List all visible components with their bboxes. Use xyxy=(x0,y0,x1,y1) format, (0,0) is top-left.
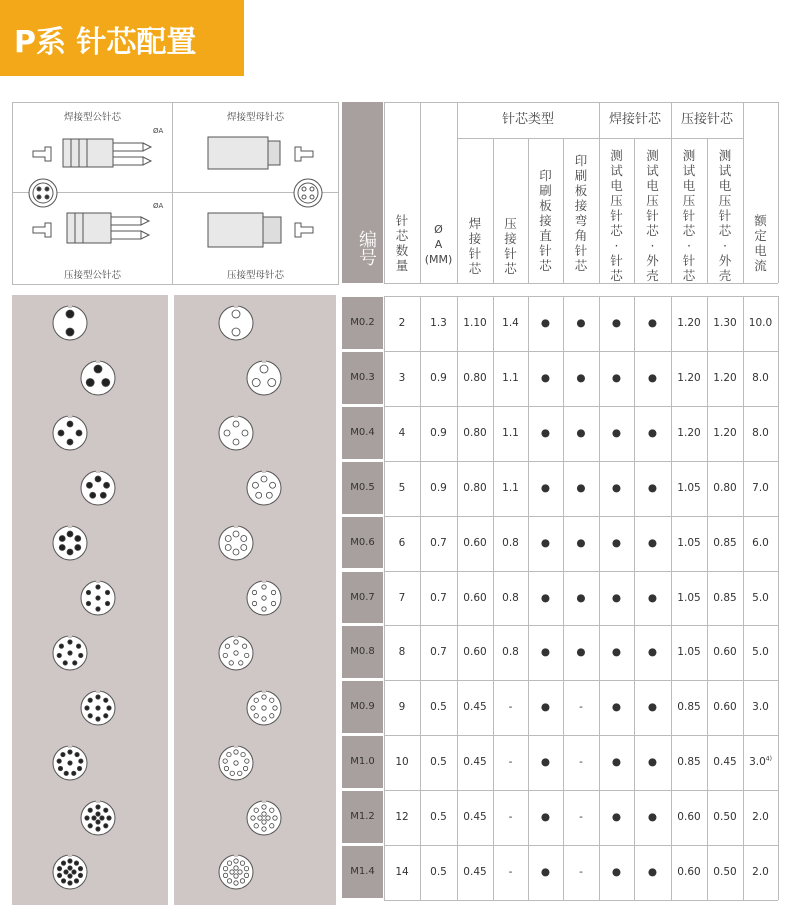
label-crimp-female: 压接型母针芯 xyxy=(226,270,284,281)
table-cell: ● xyxy=(611,756,622,769)
table-cell: 3.0 xyxy=(752,701,769,714)
table-cell: ● xyxy=(647,701,658,714)
header-crimp: 压 接 针 芯 xyxy=(504,216,517,276)
male-pin-icon xyxy=(50,633,90,673)
header-v4: 测 试 电 压 针 芯 · 外 壳 xyxy=(718,148,732,283)
table-cell: ● xyxy=(540,646,551,659)
row-code: M0.5 xyxy=(342,462,383,514)
table-cell: ● xyxy=(611,646,622,659)
table-cell: 6 xyxy=(398,536,406,549)
row-code: M0.9 xyxy=(342,681,383,733)
table-cell: 0.45 xyxy=(463,866,487,878)
table-cell: 4 xyxy=(398,426,406,439)
row-code: M1.4 xyxy=(342,846,383,898)
table-cell: 0.85 xyxy=(713,536,737,549)
table-cell: 0.85 xyxy=(677,701,701,714)
group-header: 针芯类型 xyxy=(501,112,554,127)
female-pin-icon xyxy=(216,413,256,453)
table-cell: 3 xyxy=(398,371,406,384)
table-cell: ● xyxy=(611,371,622,384)
table-cell: 8.0 xyxy=(752,426,769,439)
table-cell: ● xyxy=(576,536,586,549)
table-cell: 0.50 xyxy=(713,811,737,824)
table-cell: 0.5 xyxy=(430,811,447,824)
female-pin-icon xyxy=(216,633,256,673)
table-cell: ● xyxy=(611,811,622,824)
table-cell: 1.1 xyxy=(502,481,519,494)
table-cell: ● xyxy=(611,481,622,494)
table-cell: 0.45 xyxy=(463,701,487,714)
table-cell: 2 xyxy=(398,317,406,329)
table-cell: 0.8 xyxy=(502,536,519,549)
female-pin-icon xyxy=(244,578,284,618)
table-cell: 0.8 xyxy=(502,591,519,604)
table-cell: 0.80 xyxy=(713,481,737,494)
table-cell: 0.80 xyxy=(463,371,487,384)
table-cell: 0.60 xyxy=(463,536,487,549)
male-pin-icon xyxy=(50,523,90,563)
group-header: 压接针芯 xyxy=(680,112,733,127)
table-cell: 1.1 xyxy=(502,371,519,384)
label-solder-female: 焊接型母针芯 xyxy=(226,112,284,123)
table-cell: 3.0$^{4)}$ xyxy=(749,755,772,769)
table-cell: ● xyxy=(647,536,658,549)
table-cell: ● xyxy=(611,866,622,878)
female-pin-icon xyxy=(244,358,284,398)
title-banner xyxy=(0,0,244,76)
table-cell: 0.60 xyxy=(463,591,487,604)
table-cell: - xyxy=(579,756,583,769)
table-cell: ● xyxy=(611,591,622,604)
table-cell: 0.5 xyxy=(430,866,447,878)
group-header: 焊接针芯 xyxy=(608,112,661,127)
table-cell: 0.85 xyxy=(713,591,737,604)
code-header: 编号 xyxy=(342,102,383,283)
male-pin-icon xyxy=(78,358,118,398)
table-cell: 1.4 xyxy=(502,317,519,329)
table-cell: 1.10 xyxy=(463,317,487,329)
table-cell: 0.9 xyxy=(430,371,447,384)
table-cell: 0.45 xyxy=(463,756,487,769)
female-pin-icon xyxy=(244,798,284,838)
table-cell: ● xyxy=(540,536,551,549)
label-solder-male: 焊接型公针芯 xyxy=(63,112,121,123)
table-cell: ● xyxy=(647,756,658,769)
male-pin-icon xyxy=(50,413,90,453)
female-pin-icon xyxy=(216,303,256,343)
table-cell: ● xyxy=(576,371,586,384)
table-cell: - xyxy=(579,701,583,714)
table-cell: 1.05 xyxy=(677,591,701,604)
male-pin-icon xyxy=(50,852,90,892)
row-code: M0.6 xyxy=(342,517,383,569)
table-cell: ● xyxy=(611,426,622,439)
table-cell: 5.0 xyxy=(752,591,769,604)
table-cell: 10.0 xyxy=(748,317,773,329)
table-cell: 5.0 xyxy=(752,646,769,659)
table-cell: 1.05 xyxy=(677,481,701,494)
table-cell: ● xyxy=(647,371,658,384)
table-cell: 8 xyxy=(398,646,406,659)
table-cell: ● xyxy=(576,317,586,329)
table-cell: 1.20 xyxy=(677,317,701,329)
header-pcb-straight: 印 刷 板 接 直 针 芯 xyxy=(539,168,552,273)
table-cell: 9 xyxy=(398,701,406,714)
table-cell: ● xyxy=(647,811,658,824)
header-pcb-angle: 印 刷 板 接 弯 角 针 芯 xyxy=(574,153,588,273)
table-cell: 0.50 xyxy=(713,866,737,878)
table-cell: 1.1 xyxy=(502,426,519,439)
table-cell: 12 xyxy=(395,811,409,824)
table-cell: - xyxy=(508,756,513,769)
male-pin-icon xyxy=(50,743,90,783)
male-pin-icon xyxy=(78,578,118,618)
table-cell: 1.20 xyxy=(677,371,701,384)
table-cell: 2.0 xyxy=(752,811,769,824)
connector-diagram xyxy=(12,102,339,285)
table-cell: 1.05 xyxy=(677,646,701,659)
table-cell: 5 xyxy=(398,481,406,494)
table-cell: - xyxy=(508,811,513,824)
header-solder: 焊 接 针 芯 xyxy=(468,216,482,276)
table-cell: ● xyxy=(576,481,586,494)
table-cell: 10 xyxy=(395,756,409,769)
table-cell: ● xyxy=(611,536,622,549)
table-cell: ● xyxy=(611,317,622,329)
table-cell: 0.7 xyxy=(430,646,447,659)
page-title: P系 针芯配置 xyxy=(14,25,197,60)
table-cell: - xyxy=(579,866,583,878)
dim-label-bottom: ØA xyxy=(153,202,164,210)
table-cell: ● xyxy=(540,481,551,494)
table-cell: 0.45 xyxy=(713,756,737,769)
row-code: M1.0 xyxy=(342,736,383,788)
male-pin-icon xyxy=(78,468,118,508)
table-cell: 7 xyxy=(398,591,406,604)
table-cell: ● xyxy=(540,371,551,384)
row-code: M0.4 xyxy=(342,407,383,459)
row-code: M1.2 xyxy=(342,791,383,843)
table-cell: 0.9 xyxy=(430,426,447,439)
table-cell: 7.0 xyxy=(752,481,769,494)
table-cell: 0.60 xyxy=(713,701,737,714)
table-cell: ● xyxy=(540,426,551,439)
male-pin-icon xyxy=(78,688,118,728)
female-pin-icon xyxy=(216,523,256,563)
connector-drawings xyxy=(13,103,338,284)
table-cell: ● xyxy=(647,426,658,439)
table-cell: 0.60 xyxy=(677,811,701,824)
table-cell: 0.60 xyxy=(713,646,737,659)
male-pin-icon xyxy=(50,303,90,343)
row-code: M0.3 xyxy=(342,352,383,404)
table-cell: 1.30 xyxy=(713,317,737,329)
table-cell: ● xyxy=(540,811,551,824)
header-v1: 测 试 电 压 针 芯 · 针 芯 xyxy=(610,148,623,283)
table-cell: 8.0 xyxy=(752,371,769,384)
female-pin-icon xyxy=(216,852,256,892)
table-cell: 1.3 xyxy=(430,317,447,329)
table-cell: 0.5 xyxy=(430,756,447,769)
row-code: M0.8 xyxy=(342,626,383,678)
table-cell: ● xyxy=(647,866,658,878)
header-v3: 测 试 电 压 针 芯 · 针 芯 xyxy=(682,148,696,283)
table-cell: - xyxy=(579,811,583,824)
table-cell: ● xyxy=(647,317,658,329)
table-cell: 0.9 xyxy=(430,481,447,494)
table-cell: 14 xyxy=(395,866,409,878)
header-dia: Ø A (MM) xyxy=(424,223,453,266)
label-crimp-male: 压接型公针芯 xyxy=(63,270,121,281)
table-cell: 0.80 xyxy=(463,426,487,439)
table-cell: 0.8 xyxy=(502,646,519,659)
table-cell: ● xyxy=(540,591,551,604)
female-pin-icon xyxy=(244,468,284,508)
table-cell: 0.85 xyxy=(677,756,701,769)
table-cell: 0.60 xyxy=(677,866,701,878)
row-code: M0.2 xyxy=(342,297,383,349)
table-cell: ● xyxy=(540,756,551,769)
table-cell: ● xyxy=(540,866,551,878)
female-pin-icon xyxy=(216,743,256,783)
table-cell: 0.60 xyxy=(463,646,487,659)
table-cell: 1.20 xyxy=(713,426,737,439)
table-cell: 2.0 xyxy=(752,866,769,878)
table-cell: 0.80 xyxy=(463,481,487,494)
header-current: 额 定 电 流 xyxy=(754,213,767,273)
table-cell: ● xyxy=(540,701,551,714)
table-cell: ● xyxy=(611,701,622,714)
table-cell: ● xyxy=(647,481,658,494)
table-cell: - xyxy=(508,701,513,714)
table-cell: ● xyxy=(540,317,551,329)
header-pins: 针 芯 数 量 xyxy=(395,213,409,273)
table-cell: - xyxy=(508,866,513,878)
table-cell: 1.20 xyxy=(677,426,701,439)
table-cell: 0.7 xyxy=(430,536,447,549)
table-cell: 0.7 xyxy=(430,591,447,604)
row-code: M0.7 xyxy=(342,572,383,624)
table-cell: ● xyxy=(576,591,586,604)
table-cell: ● xyxy=(647,646,658,659)
header-v2: 测 试 电 压 针 芯 · 外 壳 xyxy=(646,148,659,283)
table-cell: ● xyxy=(576,646,586,659)
table-cell: ● xyxy=(576,426,586,439)
male-pin-icon xyxy=(78,798,118,838)
table-cell: 1.20 xyxy=(713,371,737,384)
table-cell: 0.45 xyxy=(463,811,487,824)
table-cell: 6.0 xyxy=(752,536,769,549)
dim-label-top: ØA xyxy=(153,127,164,135)
table-cell: 0.5 xyxy=(430,701,447,714)
table-cell: ● xyxy=(647,591,658,604)
table-cell: 1.05 xyxy=(677,536,701,549)
female-pin-icon xyxy=(244,688,284,728)
